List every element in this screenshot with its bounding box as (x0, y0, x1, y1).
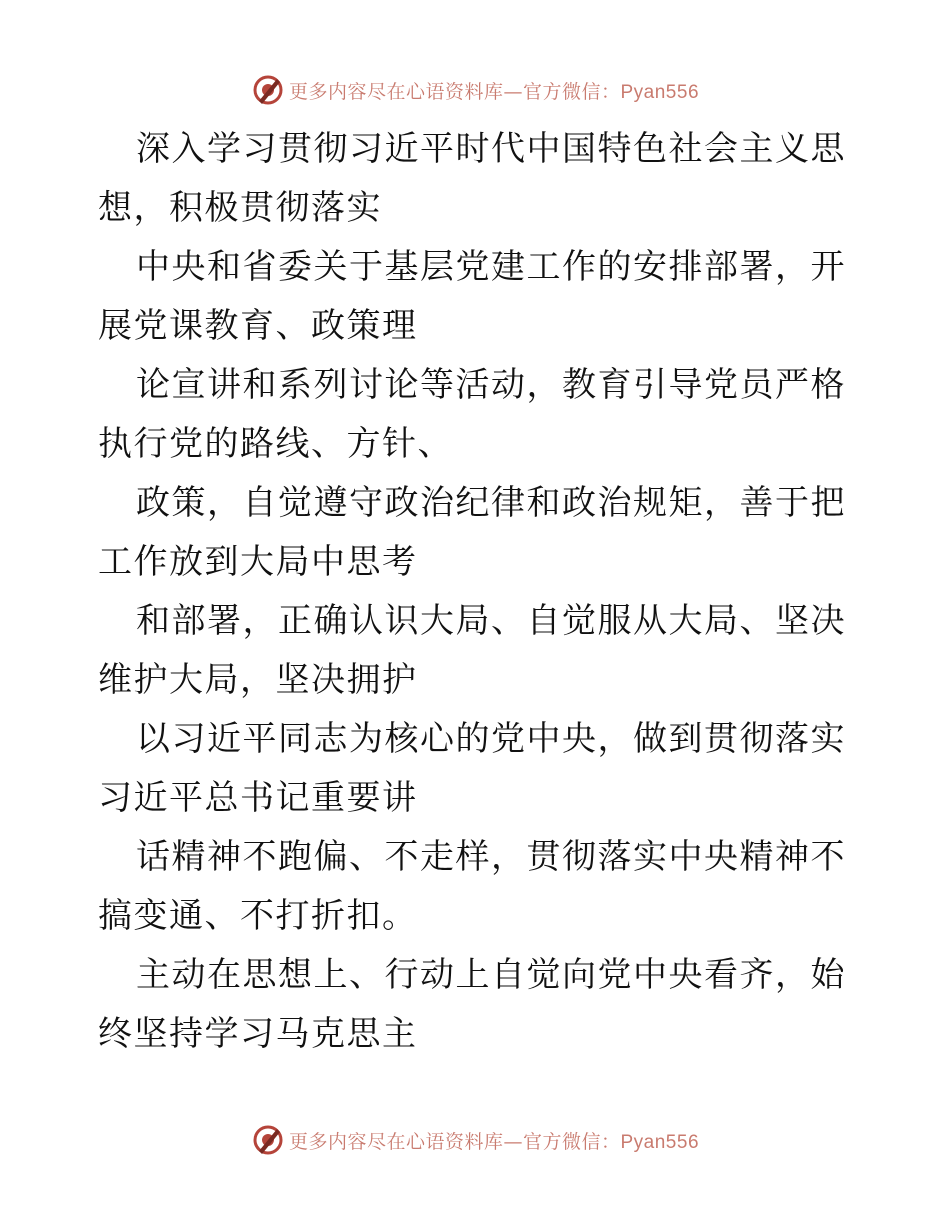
paragraph-4: 政策，自觉遵守政治纪律和政治规矩，善于把工作放到大局中思考 (98, 483, 846, 582)
paragraph-5: 和部署，正确认识大局、自觉服从大局、坚决维护大局，坚决拥护 (98, 601, 846, 700)
paragraph-7: 话精神不跑偏、不走样，贯彻落实中央精神不搞变通、不打折扣。 (98, 837, 846, 936)
paragraph-6: 以习近平同志为核心的党中央，做到贯彻落实习近平总书记重要讲 (98, 719, 846, 818)
document-body (98, 120, 858, 1064)
pen-logo-icon (251, 73, 285, 107)
footer-banner-text: 更多内容尽在心语资料库—官方微信：Pyan556 (288, 1130, 700, 1153)
paragraph-2: 中央和省委关于基层党建工作的安排部署，开展党课教育、政策理 (98, 247, 846, 346)
paragraph-3: 论宣讲和系列讨论等活动，教育引导党员严格执行党的路线、方针、 (98, 365, 846, 464)
paragraph-1: 深入学习贯彻习近平时代中国特色社会主义思想，积极贯彻落实 (98, 129, 846, 228)
pen-logo-icon (251, 1123, 285, 1157)
header-banner-text: 更多内容尽在心语资料库—官方微信：Pyan556 (288, 80, 700, 103)
footer-banner (0, 1120, 950, 1160)
header-wechat-id: Pyan556 (620, 81, 700, 103)
footer-wechat-id: Pyan556 (620, 1131, 700, 1153)
paragraph-8: 主动在思想上、行动上自觉向党中央看齐，始终坚持学习马克思主 (98, 955, 846, 1054)
header-banner (0, 70, 950, 110)
